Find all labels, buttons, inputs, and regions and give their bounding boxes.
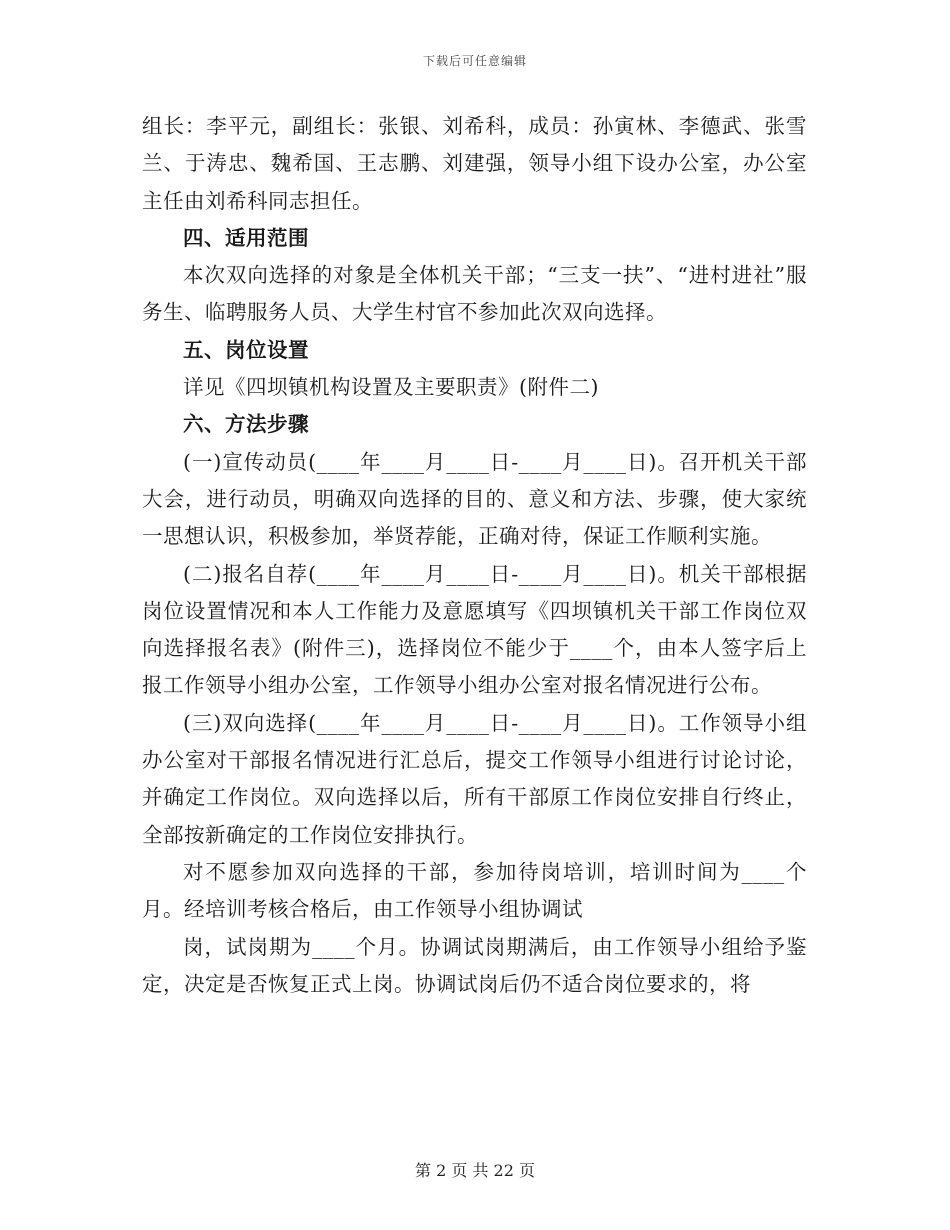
- section-heading-steps: 六、方法步骤: [183, 412, 309, 437]
- paragraph-step-2: (二)报名自荐(____年____月____日-____月____日)。机关干部根据岗位设置情况和本人工作能力及意愿填写《四坝镇机关干部工作岗位双向选择报名表》(附件三)，选择岗位不能少于____个，由本人签字后上报工作领导小组办公室，工作领导小组办公室对报名情况进行公布。: [142, 561, 807, 698]
- paragraph-positions: 详见《四坝镇机构设置及主要职责》(附件二): [183, 375, 599, 400]
- paragraph-scope: 本次双向选择的对象是全体机关干部；“三支一扶”、“进村进社”服务生、临聘服务人员、大学生村官不参加此次双向选择。: [142, 263, 807, 325]
- page-footer-number: 第 2 页 共 22 页: [415, 1161, 535, 1180]
- paragraph-leader-list: 组长：李平元，副组长：张银、刘希科，成员：孙寅林、李德武、张雪兰、于涛忠、魏希国、王志鹏、刘建强，领导小组下设办公室，办公室主任由刘希科同志担任。: [142, 114, 807, 213]
- page-header-note: 下载后可任意编辑: [422, 54, 527, 68]
- document-body: [142, 108, 807, 1003]
- section-heading-positions: 五、岗位设置: [183, 337, 309, 362]
- section-heading-scope: 四、适用范围: [183, 225, 309, 250]
- paragraph-step-1: (一)宣传动员(____年____月____日-____月____日)。召开机关干部大会，进行动员，明确双向选择的目的、意义和方法、步骤，使大家统一思想认识，积极参加，举贤荐能，正确对待，保证工作顺利实施。: [142, 449, 807, 549]
- paragraph-step-3: (三)双向选择(____年____月____日-____月____日)。工作领导小组办公室对干部报名情况进行汇总后，提交工作领导小组进行讨论讨论，并确定工作岗位。双向选择以后，所有干部原工作岗位安排自行终止，全部按新确定的工作岗位安排执行。: [142, 710, 807, 847]
- paragraph-training: 对不愿参加双向选择的干部，参加待岗培训，培训时间为____个月。经培训考核合格后，由工作领导小组协调试: [142, 859, 807, 922]
- paragraph-trial-period: 岗，试岗期为____个月。协调试岗期满后，由工作领导小组给予鉴定，决定是否恢复正式上岗。协调试岗后仍不适合岗位要求的，将: [142, 934, 807, 996]
